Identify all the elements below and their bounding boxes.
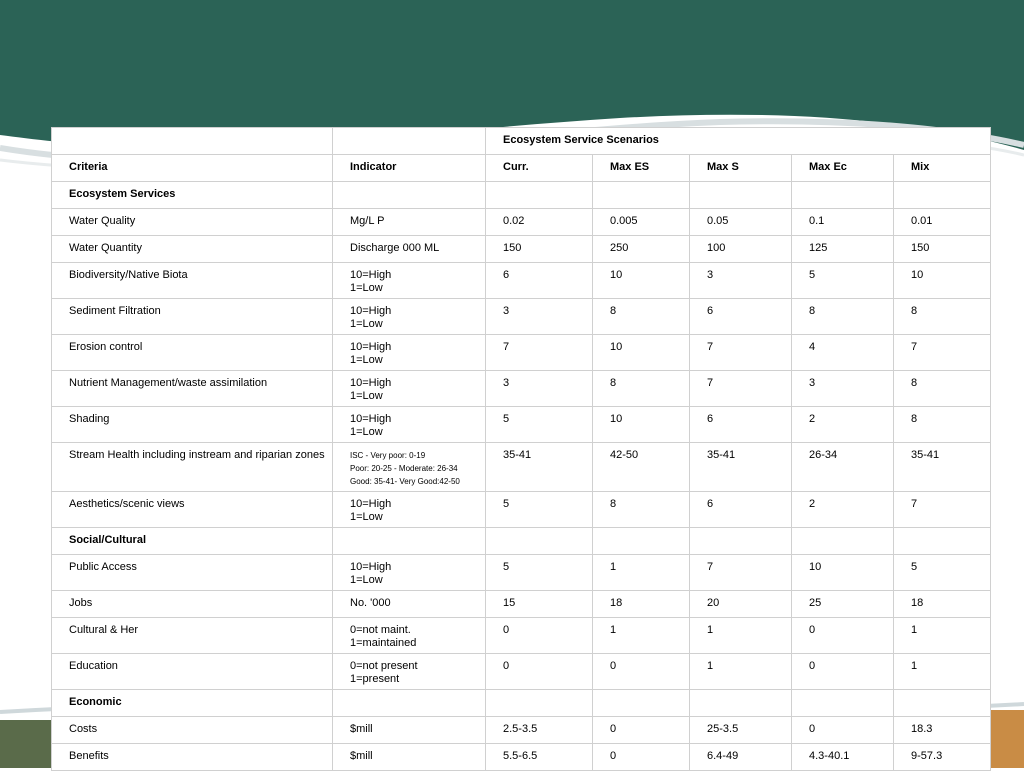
criteria-cell: Cultural & Her [52, 618, 333, 654]
scenario-value-cell: 0 [593, 654, 690, 690]
scenario-value-cell: 5 [486, 407, 593, 443]
table-row [52, 591, 991, 618]
column-header: Max Ec [792, 155, 894, 182]
indicator-cell [333, 407, 486, 443]
criteria-cell: Costs [52, 717, 333, 744]
scenario-value-cell: 4.3-40.1 [792, 744, 894, 771]
section-title: Economic [52, 690, 333, 717]
ecosystem-scenarios-table [51, 127, 991, 771]
scenario-value-cell: 35-41 [486, 443, 593, 492]
indicator-line: Mg/L P [350, 215, 385, 227]
scenario-value-cell: 8 [593, 492, 690, 528]
indicator-line: 1=Low [350, 390, 383, 402]
scenario-value-cell: 3 [792, 371, 894, 407]
table-row [52, 618, 991, 654]
scenario-value-cell: 0 [792, 717, 894, 744]
criteria-cell: Sediment Filtration [52, 299, 333, 335]
empty-cell [593, 182, 690, 209]
empty-cell [486, 690, 593, 717]
indicator-cell [333, 263, 486, 299]
scenario-value-cell: 0 [593, 717, 690, 744]
table-row [52, 744, 991, 771]
scenario-value-cell: 25-3.5 [690, 717, 792, 744]
indicator-cell [333, 209, 486, 236]
indicator-line: 10=High [350, 498, 392, 510]
scenario-value-cell: 8 [894, 299, 991, 335]
scenario-value-cell: 5 [486, 492, 593, 528]
table-row [52, 335, 991, 371]
table-row [52, 299, 991, 335]
column-header: Indicator [333, 155, 486, 182]
scenario-value-cell: 35-41 [690, 443, 792, 492]
table-row [52, 717, 991, 744]
section-title: Ecosystem Services [52, 182, 333, 209]
criteria-cell: Stream Health including instream and riparian zones [52, 443, 333, 492]
table-row [52, 263, 991, 299]
scenario-value-cell: 0.05 [690, 209, 792, 236]
empty-cell [792, 690, 894, 717]
indicator-line: 10=High [350, 377, 392, 389]
indicator-line: 1=Low [350, 426, 383, 438]
scenario-value-cell: 5.5-6.5 [486, 744, 593, 771]
table-row [52, 443, 991, 492]
empty-header-cell [52, 128, 333, 155]
empty-cell [894, 690, 991, 717]
scenario-value-cell: 10 [894, 263, 991, 299]
scenario-value-cell: 150 [894, 236, 991, 263]
indicator-cell [333, 555, 486, 591]
criteria-cell: Water Quantity [52, 236, 333, 263]
scenario-value-cell: 1 [593, 618, 690, 654]
criteria-cell: Jobs [52, 591, 333, 618]
indicator-line: 1=present [350, 673, 400, 685]
scenario-value-cell: 18 [894, 591, 991, 618]
table-group-header-row [52, 128, 991, 155]
scenario-value-cell: 26-34 [792, 443, 894, 492]
column-header: Criteria [52, 155, 333, 182]
indicator-cell [333, 443, 486, 492]
scenario-value-cell: 0 [593, 744, 690, 771]
scenario-value-cell: 1 [894, 654, 991, 690]
scenario-value-cell: 100 [690, 236, 792, 263]
scenario-value-cell: 7 [894, 492, 991, 528]
criteria-cell: Biodiversity/Native Biota [52, 263, 333, 299]
criteria-cell: Shading [52, 407, 333, 443]
criteria-cell: Erosion control [52, 335, 333, 371]
scenario-value-cell: 3 [690, 263, 792, 299]
table-row [52, 236, 991, 263]
indicator-line: 10=High [350, 269, 392, 281]
criteria-cell: Aesthetics/scenic views [52, 492, 333, 528]
scenario-value-cell: 9-57.3 [894, 744, 991, 771]
indicator-line: $mill [350, 723, 373, 735]
scenario-value-cell: 0.02 [486, 209, 593, 236]
column-header: Max S [690, 155, 792, 182]
criteria-cell: Education [52, 654, 333, 690]
scenario-value-cell: 7 [690, 555, 792, 591]
scenario-value-cell: 2 [792, 407, 894, 443]
scenario-value-cell: 3 [486, 371, 593, 407]
scenario-value-cell: 2 [792, 492, 894, 528]
scenario-value-cell: 8 [894, 371, 991, 407]
empty-cell [486, 528, 593, 555]
indicator-cell [333, 335, 486, 371]
section-row [52, 528, 991, 555]
indicator-cell [333, 744, 486, 771]
indicator-line: ISC - Very poor: 0-19 [350, 451, 426, 460]
scenario-value-cell: 0 [792, 618, 894, 654]
scenarios-group-header: Ecosystem Service Scenarios [486, 128, 991, 155]
indicator-line: 0=not maint. [350, 624, 411, 636]
indicator-line: 0=not present [350, 660, 418, 672]
scenario-value-cell: 0.01 [894, 209, 991, 236]
section-row [52, 690, 991, 717]
column-header: Max ES [593, 155, 690, 182]
column-header: Mix [894, 155, 991, 182]
empty-cell [593, 690, 690, 717]
scenario-value-cell: 250 [593, 236, 690, 263]
scenario-value-cell: 5 [894, 555, 991, 591]
scenario-value-cell: 0 [486, 654, 593, 690]
criteria-cell: Public Access [52, 555, 333, 591]
scenario-value-cell: 3 [486, 299, 593, 335]
scenario-value-cell: 42-50 [593, 443, 690, 492]
scenario-value-cell: 8 [593, 299, 690, 335]
empty-cell [690, 528, 792, 555]
table-row [52, 209, 991, 236]
column-header: Curr. [486, 155, 593, 182]
empty-cell [792, 182, 894, 209]
scenario-value-cell: 4 [792, 335, 894, 371]
scenario-value-cell: 18 [593, 591, 690, 618]
indicator-line: 1=Low [350, 354, 383, 366]
scenario-value-cell: 25 [792, 591, 894, 618]
scenario-value-cell: 1 [593, 555, 690, 591]
indicator-line: 10=High [350, 413, 392, 425]
indicator-line: 1=Low [350, 318, 383, 330]
scenario-value-cell: 0 [486, 618, 593, 654]
table-body [52, 182, 991, 771]
scenario-value-cell: 8 [593, 371, 690, 407]
scenario-value-cell: 6 [486, 263, 593, 299]
section-title: Social/Cultural [52, 528, 333, 555]
table-row [52, 492, 991, 528]
scenario-value-cell: 6 [690, 299, 792, 335]
indicator-cell [333, 618, 486, 654]
empty-cell [486, 182, 593, 209]
indicator-line: Poor: 20-25 - Moderate: 26-34 [350, 464, 458, 473]
scenario-value-cell: 15 [486, 591, 593, 618]
indicator-line: 10=High [350, 305, 392, 317]
table-row [52, 555, 991, 591]
indicator-line: 10=High [350, 561, 392, 573]
table-row [52, 407, 991, 443]
scenario-value-cell: 2.5-3.5 [486, 717, 593, 744]
scenario-value-cell: 10 [792, 555, 894, 591]
empty-cell [894, 182, 991, 209]
empty-cell [690, 690, 792, 717]
scenario-value-cell: 20 [690, 591, 792, 618]
scenario-value-cell: 5 [486, 555, 593, 591]
indicator-cell [333, 591, 486, 618]
indicator-line: $mill [350, 750, 373, 762]
indicator-line: 1=Low [350, 282, 383, 294]
empty-cell [690, 182, 792, 209]
indicator-cell [333, 717, 486, 744]
criteria-cell: Water Quality [52, 209, 333, 236]
scenario-value-cell: 0 [792, 654, 894, 690]
empty-cell [333, 182, 486, 209]
empty-cell [333, 528, 486, 555]
indicator-line: 1=maintained [350, 637, 417, 649]
scenario-value-cell: 5 [792, 263, 894, 299]
empty-cell [333, 690, 486, 717]
empty-cell [593, 528, 690, 555]
criteria-cell: Benefits [52, 744, 333, 771]
empty-cell [792, 528, 894, 555]
scenario-value-cell: 125 [792, 236, 894, 263]
scenario-value-cell: 10 [593, 335, 690, 371]
scenario-value-cell: 0.005 [593, 209, 690, 236]
scenario-value-cell: 6.4-49 [690, 744, 792, 771]
empty-header-cell [333, 128, 486, 155]
table-row [52, 654, 991, 690]
scenario-value-cell: 7 [690, 335, 792, 371]
indicator-cell [333, 236, 486, 263]
scenario-value-cell: 1 [894, 618, 991, 654]
scenario-value-cell: 0.1 [792, 209, 894, 236]
scenario-value-cell: 1 [690, 618, 792, 654]
scenario-value-cell: 10 [593, 407, 690, 443]
empty-cell [894, 528, 991, 555]
scenario-value-cell: 8 [894, 407, 991, 443]
section-row [52, 182, 991, 209]
indicator-line: 10=High [350, 341, 392, 353]
table-column-header-row [52, 155, 991, 182]
scenario-value-cell: 10 [593, 263, 690, 299]
indicator-cell [333, 299, 486, 335]
indicator-cell [333, 492, 486, 528]
indicator-cell [333, 654, 486, 690]
indicator-line: Discharge 000 ML [350, 242, 440, 254]
indicator-cell [333, 371, 486, 407]
scenario-value-cell: 35-41 [894, 443, 991, 492]
scenario-value-cell: 7 [894, 335, 991, 371]
table-row [52, 371, 991, 407]
scenario-value-cell: 8 [792, 299, 894, 335]
scenario-value-cell: 7 [690, 371, 792, 407]
criteria-cell: Nutrient Management/waste assimilation [52, 371, 333, 407]
indicator-line: No. '000 [350, 597, 391, 609]
scenario-value-cell: 150 [486, 236, 593, 263]
indicator-line: 1=Low [350, 574, 383, 586]
scenario-value-cell: 1 [690, 654, 792, 690]
scenario-value-cell: 6 [690, 407, 792, 443]
scenario-value-cell: 7 [486, 335, 593, 371]
indicator-line: Good: 35-41- Very Good:42-50 [350, 477, 460, 486]
indicator-line: 1=Low [350, 511, 383, 523]
scenario-value-cell: 18.3 [894, 717, 991, 744]
scenario-value-cell: 6 [690, 492, 792, 528]
